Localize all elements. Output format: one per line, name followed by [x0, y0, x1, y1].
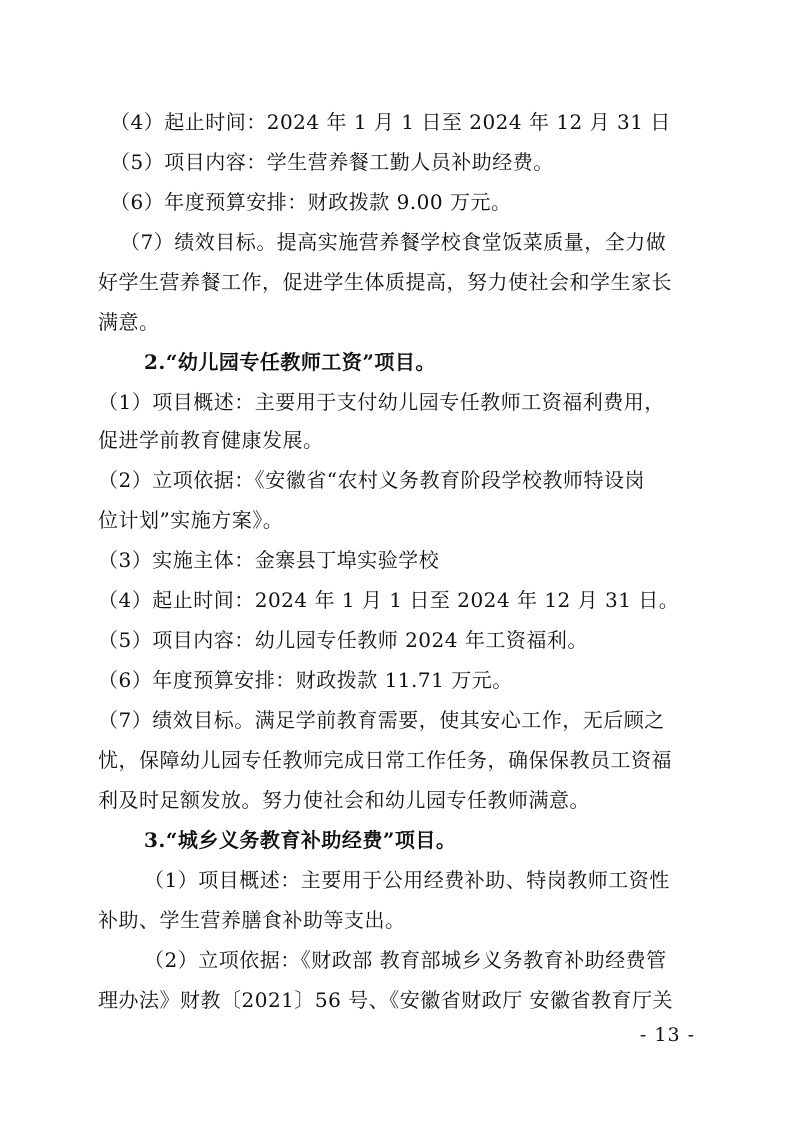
text-line: 好学生营养餐工作，促进学生体质提高，努力使社会和学生家长 — [98, 270, 672, 294]
text-line: （6）年度预算安排：财政拨款 11.71 万元。 — [98, 668, 513, 692]
text-line: 补助、学生营养膳食补助等支出。 — [98, 908, 406, 932]
text-line: 忧，保障幼儿园专任教师完成日常工作任务，确保保教员工资福 — [98, 748, 672, 772]
text-line: 利及时足额发放。努力使社会和幼儿园专任教师满意。 — [98, 788, 590, 812]
text-line: （5）项目内容：幼儿园专任教师 2024 年工资福利。 — [98, 628, 588, 652]
text-line: 理办法》财教〔2021〕56 号、《安徽省财政厅 安徽省教育厅关 — [98, 988, 674, 1012]
text-line: （7）绩效目标。提高实施营养餐学校食堂饭菜质量，全力做 — [120, 230, 667, 254]
text-line: （1）项目概述：主要用于支付幼儿园专任教师工资福利费用， — [98, 390, 665, 414]
text-line: （5）项目内容：学生营养餐工勤人员补助经费。 — [110, 150, 554, 174]
section-heading: 2.“幼儿园专任教师工资”项目。 — [144, 350, 436, 374]
text-line: （7）绩效目标。满足学前教育需要，使其安心工作，无后顾之 — [98, 708, 665, 732]
text-line: （6）年度预算安排：财政拨款 9.00 万元。 — [110, 190, 512, 214]
text-line: （4）起止时间：2024 年 1 月 1 日至 2024 年 12 月 31 日。 — [98, 588, 680, 612]
text-line: 满意。 — [98, 310, 160, 334]
text-line: （4）起止时间：2024 年 1 月 1 日至 2024 年 12 月 31 日 — [110, 110, 671, 134]
text-line: 位计划”实施方案》。 — [98, 508, 284, 532]
text-line: （2）立项依据：《财政部 教育部城乡义务教育补助经费管 — [144, 948, 667, 972]
section-heading: 3.“城乡义务教育补助经费”项目。 — [144, 828, 457, 852]
text-line: （3）实施主体：金寨县丁埠实验学校 — [98, 548, 440, 572]
text-line: （2）立项依据：《安徽省“农村义务教育阶段学校教师特设岗 — [98, 468, 645, 492]
text-line: 促进学前教育健康发展。 — [98, 428, 324, 452]
page-number: - 13 - — [639, 1024, 695, 1046]
text-line: （1）项目概述：主要用于公用经费补助、特岗教师工资性 — [144, 868, 670, 892]
